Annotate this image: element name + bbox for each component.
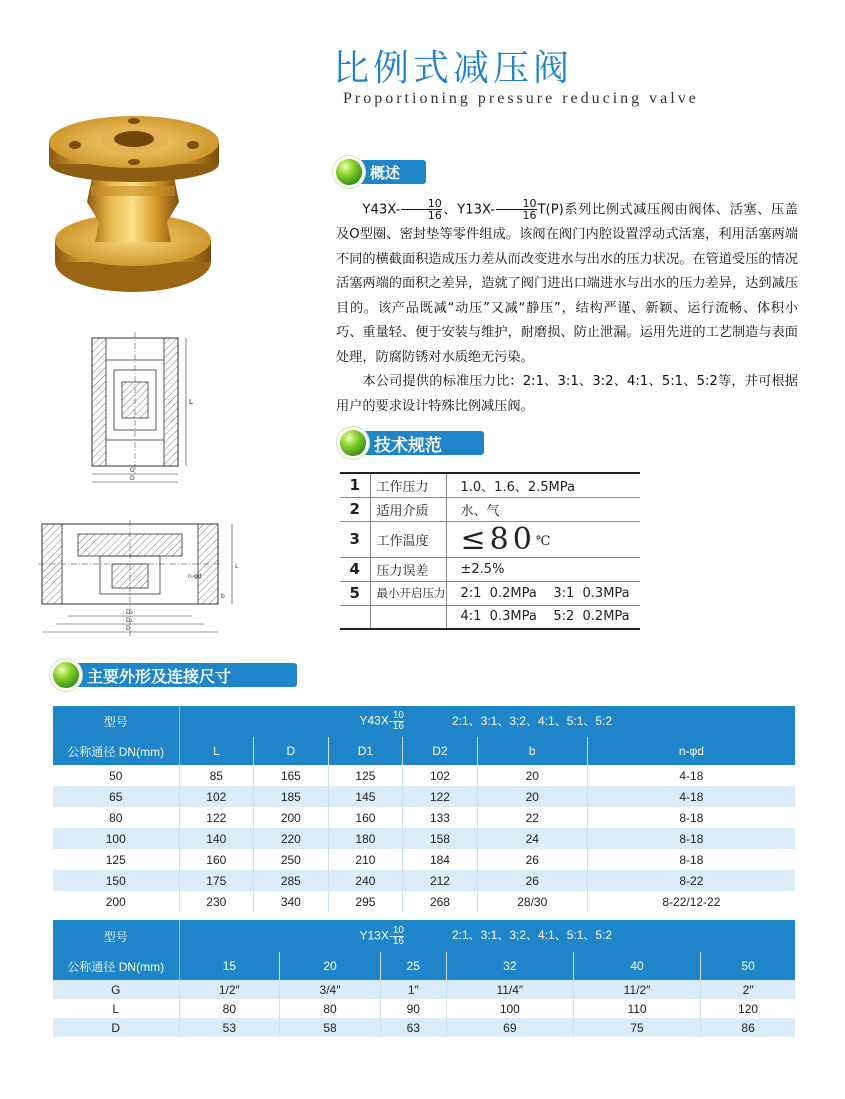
dim-d2-label: D₂: [126, 609, 134, 616]
pressure-fraction: $\frac{10}{16}$: [496, 198, 536, 221]
overview-header: [336, 159, 426, 185]
spec-row: 4:1 0.3MPa 5:2 0.2MPa: [340, 605, 640, 629]
table-header-row: 型号 Y13X- $\frac{10}{16}$ 2:1、3:1、3;2、4:1、5:1、5:2: [53, 920, 795, 952]
dim-d1-label: D₁: [126, 617, 134, 624]
table-row: 150 175 285 240 212 26 8-22: [53, 870, 795, 891]
dim-d-label-2: D: [126, 625, 131, 632]
dim-nphid-label: n-φd: [188, 573, 202, 580]
dim-l-label: L: [189, 398, 193, 406]
table-row: 50 85 165 125 102 20 4-18: [53, 765, 795, 786]
threaded-valve-drawing: [86, 330, 206, 490]
overview-paragraph-2: 本公司提供的标准压力比：2:1、3:1、3:2、4:1、5:1、5:2等，并可根据用户的要求设计特殊比例减压阀。: [336, 374, 798, 414]
model-a: Y43X-: [362, 202, 401, 218]
dims-header-label: 主要外形及连接尺寸: [65, 663, 297, 687]
green-ball-icon: [53, 662, 79, 688]
table-row: G 1/2″ 3/4″ 1″ 11/4″ 11/2″ 2″: [53, 980, 795, 999]
brass-valve-image: [45, 112, 235, 297]
tech-header: [340, 430, 484, 456]
dim-g-label: G: [130, 467, 135, 474]
dims-header: [53, 662, 297, 688]
spec-row: 4 压力误差 ±2.5%: [340, 557, 640, 581]
pressure-fraction: $\frac{10}{16}$: [401, 198, 441, 221]
dim-l2-label: L: [235, 563, 239, 570]
spec-row: 5 最小开启压力 2:1 0.2MPa 3:1 0.3MPa: [340, 581, 640, 605]
overview-body: T(P)系列比例式减压阀由阀体、活塞、压盖及O型圈、密封垫等零件组成。该阀在阀门内腔设置浮动式活塞，利用活塞两端不同的横截面积造成压力差从而改变进水与出水的压力状况。在管道受压的情况活塞两端的面积之差异，造就了阀门进出口端进水与出水的压力差异，达到减压目的。该产品既减“动压”又减“静压”，结构严谨、新颖、运行流畅、体积小巧、重量轻、便于安装与维护，耐磨损、防止泄漏。运用先进的工艺制造与表面处理，防腐防锈对水质绝无污染。: [336, 202, 798, 365]
table-row: 65 102 185 145 122 20 4-18: [53, 786, 795, 807]
tech-header-label: 技术规范: [352, 431, 484, 455]
spec-row: 2 适用介质 水、气: [340, 497, 640, 521]
model-b: 、Y13X-: [442, 202, 496, 218]
flanged-valve-drawing: [38, 520, 244, 640]
dims-table-y13x: [53, 920, 795, 1037]
tech-spec-table: [340, 472, 640, 630]
table-row: 80 122 200 160 133 22 8-18: [53, 807, 795, 828]
dim-d-label: D: [130, 475, 135, 482]
table-row: 100 140 220 180 158 24 8-18: [53, 828, 795, 849]
overview-header-label: 概述: [348, 160, 426, 184]
dim-b-label: b: [221, 593, 225, 600]
table-row: 125 160 250 210 184 26 8-18: [53, 849, 795, 870]
overview-text: [336, 198, 798, 419]
table-row: 200 230 340 295 268 28/30 8-22/12-22: [53, 891, 795, 912]
page-subtitle: Proportioning pressure reducing valve: [343, 90, 699, 107]
table-column-row: 公称通径 DN(mm) 15 20 25 32 40 50: [53, 952, 795, 980]
green-ball-icon: [340, 430, 366, 456]
spec-row: 3 工作温度 ≤80℃: [340, 521, 640, 557]
overview-paragraph-1: [336, 198, 798, 370]
spec-row: 1 工作压力 1.0、1.6、2.5MPa: [340, 473, 640, 497]
green-ball-icon: [336, 159, 362, 185]
dims-table-y43x: [53, 706, 795, 912]
table-row: L 80 80 90 100 110 120: [53, 999, 795, 1018]
table-header-row: 型号 Y43X- $\frac{10}{16}$ 2:1、3:1、3;2、4:1、5:1、5:2: [53, 706, 795, 737]
table-column-row: 公称通径 DN(mm) L D D1 D2 b n-φd: [53, 737, 795, 765]
page-title: 比例式减压阀: [333, 48, 574, 89]
table-row: D 53 58 63 69 75 86: [53, 1018, 795, 1037]
